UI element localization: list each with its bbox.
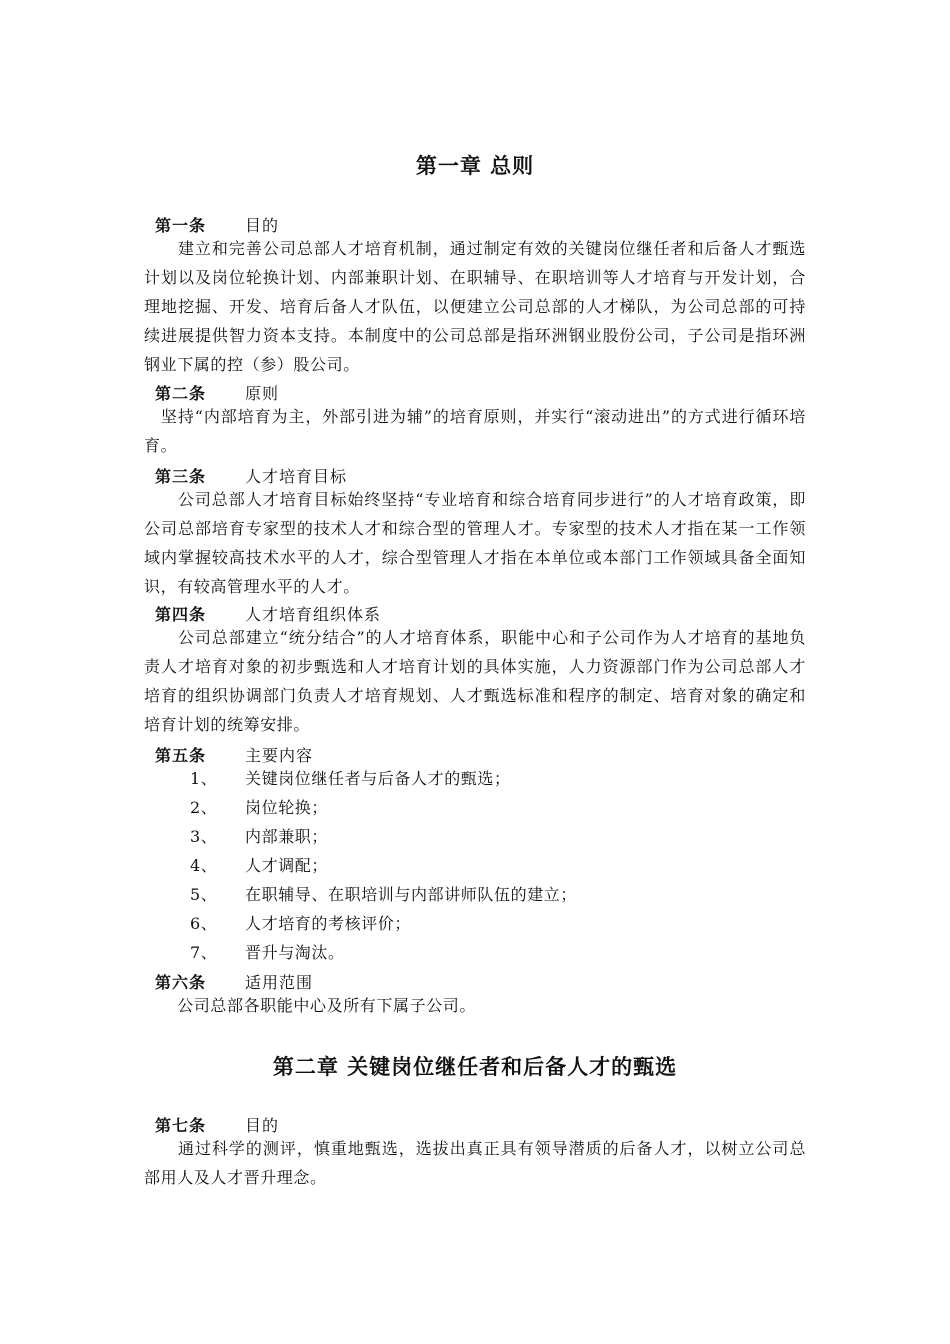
- article-name: 目的: [245, 216, 280, 235]
- list-item: [190, 764, 511, 793]
- list-item: [190, 880, 577, 909]
- list-item: [190, 851, 328, 880]
- list-item-index: 2、: [190, 798, 218, 817]
- article-name: 原则: [245, 384, 280, 403]
- list-item-text: 人才培育的考核评价；: [245, 914, 412, 933]
- list-item-index: 7、: [190, 943, 218, 962]
- list-item-index: 1、: [190, 769, 218, 788]
- list-item: [190, 822, 328, 851]
- list-item-text: 在职辅导、在职培训与内部讲师队伍的建立；: [245, 885, 578, 904]
- article-number: 第六条: [155, 973, 207, 992]
- list-item-index: 6、: [190, 914, 218, 933]
- article-name: 适用范围: [245, 973, 314, 992]
- article-2-body: 坚持“内部培育为主，外部引进为辅”的培育原则，并实行“滚动进出”的方式进行循环培育。: [144, 407, 806, 455]
- list-item-index: 5、: [190, 885, 218, 904]
- article-number: 第二条: [155, 384, 207, 403]
- article-number: 第七条: [155, 1116, 207, 1135]
- list-item-text: 晋升与淘汰。: [245, 943, 345, 962]
- list-item-text: 关键岗位继任者与后备人才的甄选；: [245, 769, 511, 788]
- list-item-index: 4、: [190, 856, 218, 875]
- list-item: [190, 909, 411, 938]
- article-number: 第一条: [155, 216, 207, 235]
- list-item: [190, 938, 345, 967]
- chapter-2-title: 第二章 关键岗位继任者和后备人才的甄选: [272, 1055, 678, 1079]
- article-3-body: 公司总部人才培育目标始终坚持“专业培育和综合培育同步进行”的人才培育政策，即公司总部培育专家型的技术人才和综合型的管理人才。专家型的技术人才指在某一工作领域内掌握较高技术水平的人才，综合型管理人才指在本单位或本部门工作领域具备全面知识，有较高管理水平的人才。: [144, 490, 806, 596]
- chapter-1-title: 第一章 总则: [415, 154, 535, 178]
- list-item-text: 内部兼职；: [245, 827, 329, 846]
- article-name: 主要内容: [245, 746, 314, 765]
- list-item: [190, 793, 328, 822]
- article-6-body: 公司总部各职能中心及所有下属子公司。: [144, 996, 477, 1015]
- article-number: 第四条: [155, 605, 207, 624]
- article-number: 第三条: [155, 467, 207, 486]
- article-name: 人才培育目标: [245, 467, 348, 486]
- list-item-index: 3、: [190, 827, 218, 846]
- article-name: 目的: [245, 1116, 280, 1135]
- article-name: 人才培育组织体系: [245, 605, 382, 624]
- list-item-text: 人才调配；: [245, 856, 329, 875]
- article-7-body: 通过科学的测评，慎重地甄选，选拔出真正具有领导潜质的后备人才，以树立公司总部用人及人才晋升理念。: [144, 1139, 806, 1187]
- article-number: 第五条: [155, 746, 207, 765]
- article-1-body: 建立和完善公司总部人才培育机制，通过制定有效的关键岗位继任者和后备人才甄选计划以及岗位轮换计划、内部兼职计划、在职辅导、在职培训等人才培育与开发计划，合理地挖掘、开发、培育后备人才队伍，以便建立公司总部的人才梯队，为公司总部的可持续进展提供智力资本支持。本制度中的公司总部是指环洲钢业股份公司，子公司是指环洲钢业下属的控（参）股公司。: [144, 239, 806, 374]
- list-item-text: 岗位轮换；: [245, 798, 329, 817]
- article-4-body: 公司总部建立“统分结合”的人才培育体系，职能中心和子公司作为人才培育的基地负责人才培育对象的初步甄选和人才培育计划的具体实施，人力资源部门作为公司总部人才培育的组织协调部门负责人才培育规划、人才甄选标准和程序的制定、培育对象的确定和培育计划的统筹安排。: [144, 628, 806, 734]
